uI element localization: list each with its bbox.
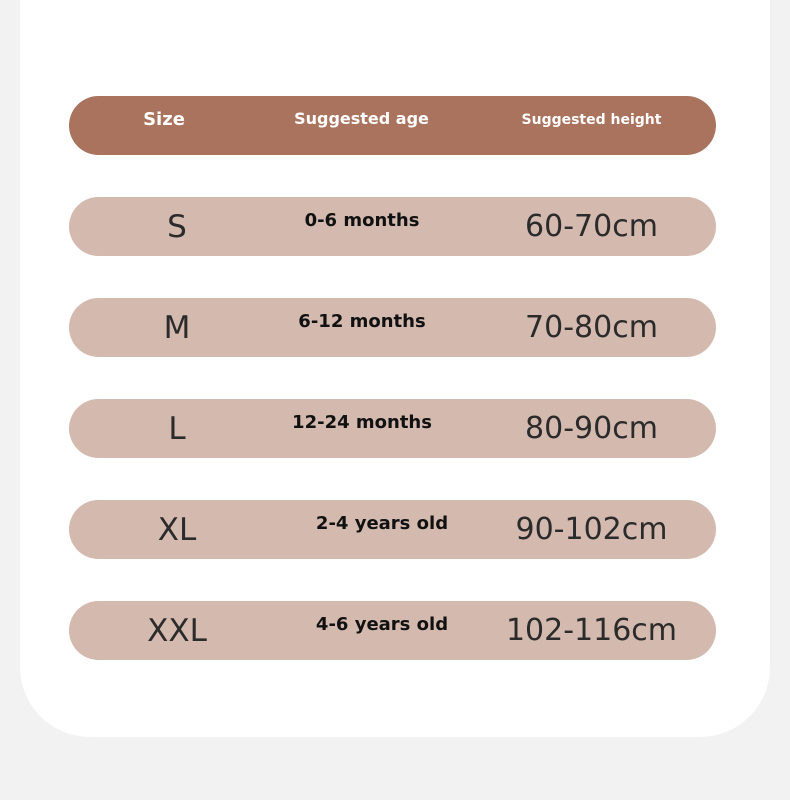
row-height: 60-70cm bbox=[525, 209, 658, 244]
row-height: 80-90cm bbox=[525, 411, 658, 446]
row-height: 70-80cm bbox=[525, 310, 658, 345]
table-row bbox=[69, 298, 716, 357]
header-suggested-age: Suggested age bbox=[294, 109, 429, 128]
row-age: 6-12 months bbox=[298, 311, 426, 332]
row-age: 0-6 months bbox=[304, 210, 420, 231]
row-size: M bbox=[163, 309, 191, 346]
table-header bbox=[69, 96, 716, 155]
table-row bbox=[69, 500, 716, 559]
row-size: XL bbox=[157, 511, 197, 548]
table-row bbox=[69, 601, 716, 660]
table-row bbox=[69, 399, 716, 458]
row-size: L bbox=[168, 410, 186, 447]
row-height: 102-116cm bbox=[505, 613, 678, 648]
row-age: 12-24 months bbox=[292, 412, 432, 433]
row-age: 2-4 years old bbox=[315, 513, 449, 534]
row-size: XXL bbox=[147, 612, 207, 649]
row-age: 4-6 years old bbox=[315, 614, 449, 635]
header-size: Size bbox=[143, 109, 185, 130]
row-size: S bbox=[167, 208, 187, 245]
table-row bbox=[69, 197, 716, 256]
row-height: 90-102cm bbox=[515, 512, 668, 547]
header-suggested-height: Suggested height bbox=[521, 112, 662, 128]
